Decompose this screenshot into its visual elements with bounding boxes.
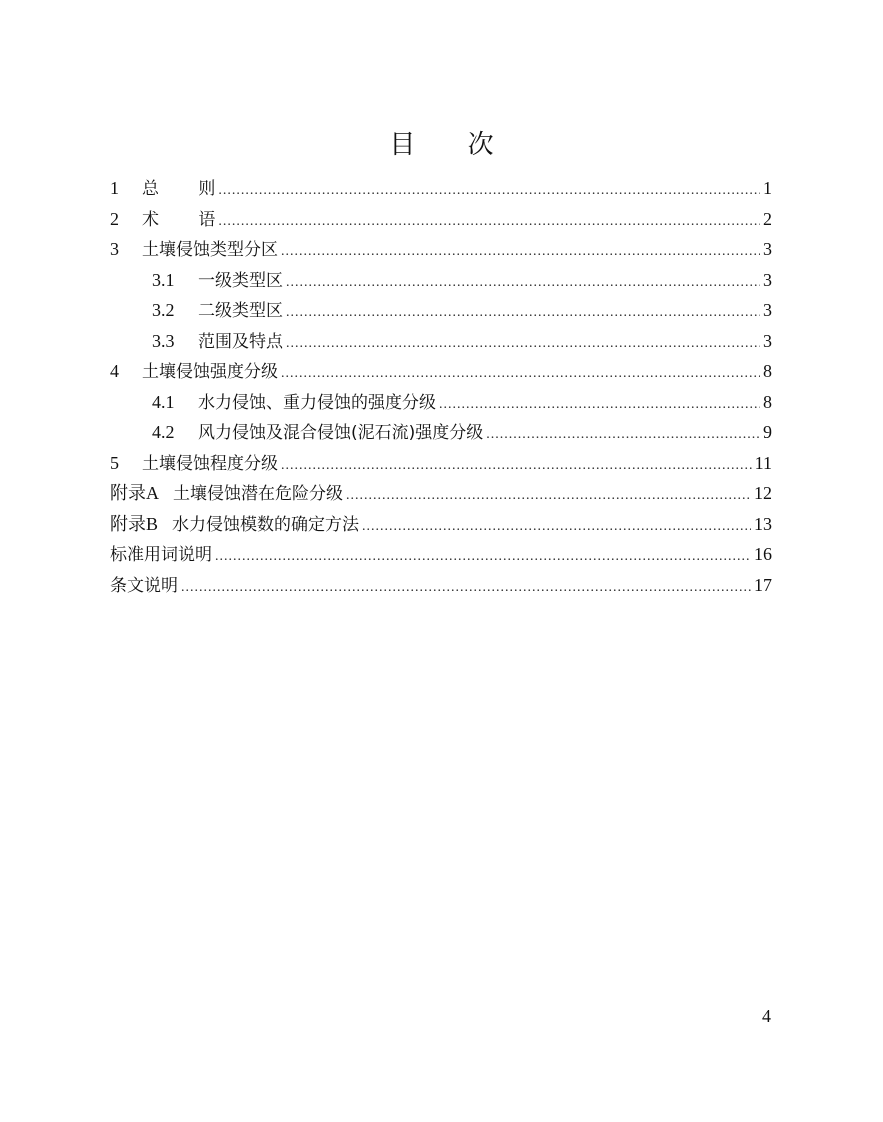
toc-entry-title: 总 则 xyxy=(142,179,216,199)
toc-entry-title: 土壤侵蚀潜在危险分级 xyxy=(173,484,343,504)
toc-entry-page: 11 xyxy=(754,452,772,473)
toc-entry-number: 4 xyxy=(110,361,119,381)
toc-entry-number: 附录B xyxy=(110,513,159,534)
toc-entry[interactable] xyxy=(110,205,772,236)
dot-leader xyxy=(218,183,760,199)
toc-entry-number: 5 xyxy=(110,452,119,473)
toc-entry[interactable] xyxy=(110,266,772,297)
toc-entry-title: 条文说明 xyxy=(110,575,178,596)
toc-entry-page: 9 xyxy=(763,422,772,442)
toc-entry-number: 2 xyxy=(110,208,119,229)
toc-entry-title: 土壤侵蚀程度分级 xyxy=(142,453,278,474)
toc-entry-number: 4.2 xyxy=(152,422,175,442)
toc-entry-page: 1 xyxy=(763,178,772,198)
table-of-contents xyxy=(110,174,772,601)
toc-entry[interactable] xyxy=(110,388,772,419)
toc-entry-page: 17 xyxy=(754,574,772,595)
toc-entry-number: 3 xyxy=(110,239,119,259)
toc-entry-number: 4.1 xyxy=(152,391,175,412)
toc-entry-title: 风力侵蚀及混合侵蚀(泥石流)强度分级 xyxy=(198,423,484,443)
page-title: 目 次 xyxy=(389,130,516,160)
toc-entry-title: 土壤侵蚀强度分级 xyxy=(142,362,278,382)
toc-entry-title: 土壤侵蚀类型分区 xyxy=(142,240,278,260)
toc-entry[interactable] xyxy=(110,418,772,449)
toc-entry-title: 标准用词说明 xyxy=(110,545,212,565)
toc-entry-title: 水力侵蚀模数的确定方法 xyxy=(172,514,360,535)
toc-entry[interactable] xyxy=(110,235,772,266)
toc-entry-page: 3 xyxy=(763,239,772,259)
toc-entry-page: 8 xyxy=(763,361,772,381)
toc-entry-page: 3 xyxy=(763,300,772,320)
toc-entry-title: 二级类型区 xyxy=(198,301,283,321)
toc-entry[interactable] xyxy=(110,174,772,205)
toc-entry[interactable] xyxy=(110,510,772,541)
dot-leader xyxy=(286,275,760,291)
toc-entry[interactable] xyxy=(110,449,772,480)
dot-leader xyxy=(286,305,760,321)
toc-entry-title: 术 语 xyxy=(142,209,216,230)
dot-leader xyxy=(181,580,751,596)
toc-entry-title: 水力侵蚀、重力侵蚀的强度分级 xyxy=(198,392,436,413)
toc-entry[interactable] xyxy=(110,296,772,327)
toc-entry-number: 3.3 xyxy=(152,330,175,351)
toc-entry-page: 8 xyxy=(763,391,772,412)
toc-entry-page: 2 xyxy=(763,208,772,229)
dot-leader xyxy=(215,549,751,565)
toc-entry-page: 12 xyxy=(754,483,772,503)
toc-entry-number: 附录A xyxy=(110,483,159,503)
toc-entry-page: 3 xyxy=(763,330,772,351)
toc-entry-page: 13 xyxy=(754,513,772,534)
dot-leader xyxy=(281,366,760,382)
dot-leader xyxy=(362,519,751,535)
toc-entry[interactable] xyxy=(110,479,772,510)
toc-entry[interactable] xyxy=(110,357,772,388)
toc-entry[interactable] xyxy=(110,571,772,602)
dot-leader xyxy=(439,397,760,413)
page-number: 4 xyxy=(762,1006,771,1026)
toc-entry-title: 一级类型区 xyxy=(198,270,283,291)
dot-leader xyxy=(486,427,760,443)
toc-entry[interactable] xyxy=(110,540,772,571)
toc-entry-page: 16 xyxy=(754,544,772,564)
toc-entry-number: 3.1 xyxy=(152,269,175,290)
dot-leader xyxy=(281,458,752,474)
dot-leader xyxy=(281,244,760,260)
toc-entry[interactable] xyxy=(110,327,772,358)
toc-entry-title: 范围及特点 xyxy=(198,331,283,352)
toc-entry-page: 3 xyxy=(763,269,772,290)
dot-leader xyxy=(286,336,760,352)
toc-entry-number: 3.2 xyxy=(152,300,175,320)
dot-leader xyxy=(346,488,751,504)
toc-entry-number: 1 xyxy=(110,178,119,198)
dot-leader xyxy=(218,214,760,230)
